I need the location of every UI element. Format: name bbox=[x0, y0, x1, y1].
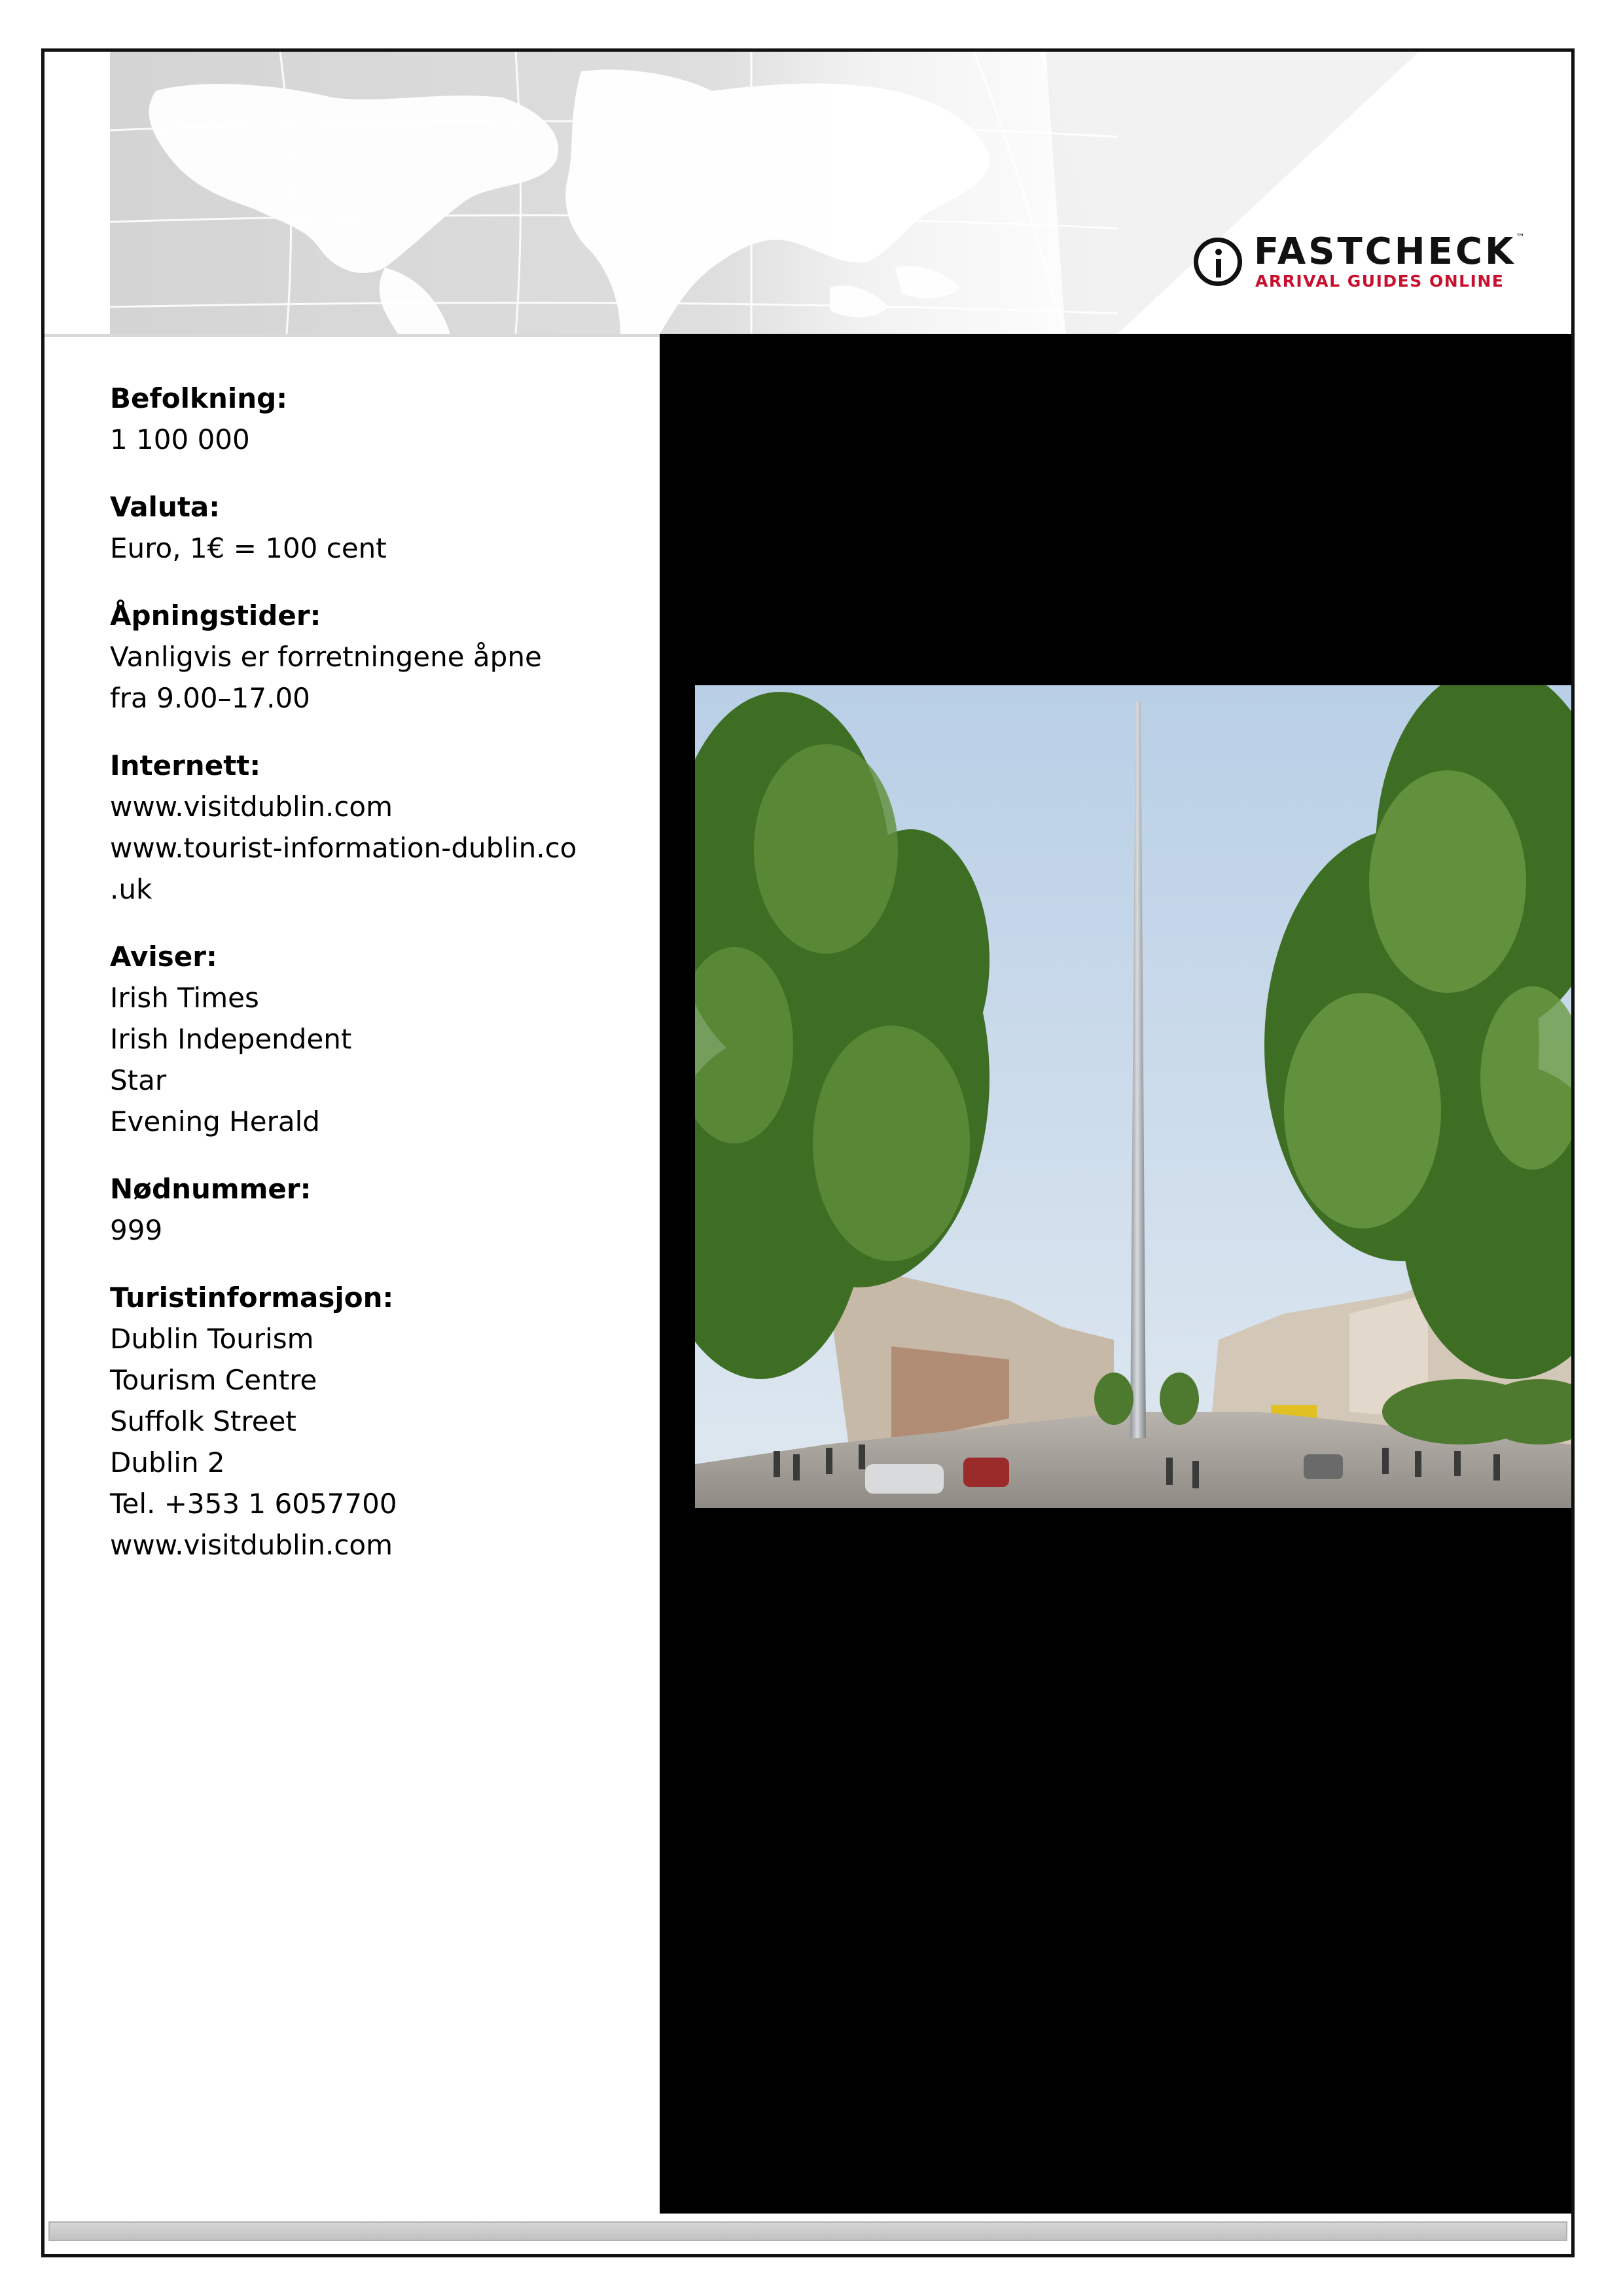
dublin-spire-photo bbox=[695, 685, 1571, 1508]
fact-value-line: Suffolk Street bbox=[110, 1405, 296, 1437]
facts-column bbox=[45, 337, 660, 2213]
fact-section bbox=[110, 378, 647, 460]
photo-column bbox=[660, 334, 1571, 2214]
facts-list bbox=[110, 378, 647, 1592]
fact-value-line: Irish Times bbox=[110, 982, 259, 1014]
fact-value-line: www.tourist-information-dublin.co bbox=[110, 832, 577, 864]
fact-value-line: www.visitdublin.com bbox=[110, 791, 393, 823]
fact-value-line: Euro, 1€ = 100 cent bbox=[110, 532, 387, 564]
fact-value-line: fra 9.00–17.00 bbox=[110, 682, 310, 714]
fact-section bbox=[110, 486, 647, 569]
world-map-background bbox=[45, 52, 1571, 334]
fact-label: Åpningstider: bbox=[110, 600, 321, 632]
fact-value-line: Vanligvis er forretningene åpne bbox=[110, 641, 542, 673]
fact-label: Nødnummer: bbox=[110, 1173, 312, 1205]
fact-value-line: Tel. +353 1 6057700 bbox=[110, 1488, 397, 1520]
fact-section bbox=[110, 745, 647, 910]
logo-trademark: ™ bbox=[1516, 232, 1525, 243]
fact-section bbox=[110, 1168, 647, 1251]
fact-value-line: Star bbox=[110, 1064, 167, 1096]
fact-value-line: .uk bbox=[110, 873, 152, 905]
logo-tagline: ARRIVAL GUIDES ONLINE bbox=[1255, 272, 1505, 291]
fastcheck-logo bbox=[1194, 232, 1534, 291]
logo-title: FASTCHECK bbox=[1254, 230, 1516, 273]
fact-label: Internett: bbox=[110, 749, 261, 781]
footer bbox=[45, 2214, 1571, 2254]
fact-label: Befolkning: bbox=[110, 382, 288, 414]
fact-value-line: Evening Herald bbox=[110, 1105, 320, 1138]
info-icon bbox=[1194, 238, 1242, 286]
header-banner bbox=[45, 52, 1571, 334]
page-frame bbox=[41, 48, 1575, 2257]
fact-section bbox=[110, 936, 647, 1142]
fact-label: Turistinformasjon: bbox=[110, 1282, 394, 1314]
fact-value-line: Tourism Centre bbox=[110, 1364, 317, 1396]
fact-value-line: 1 100 000 bbox=[110, 423, 250, 456]
fact-section bbox=[110, 1277, 647, 1566]
fact-value-line: www.visitdublin.com bbox=[110, 1529, 393, 1561]
fact-value-line: 999 bbox=[110, 1214, 163, 1246]
fact-label: Aviser: bbox=[110, 941, 217, 973]
footer-bar bbox=[48, 2221, 1567, 2241]
fact-value-line: Irish Independent bbox=[110, 1023, 352, 1055]
fact-label: Valuta: bbox=[110, 491, 221, 523]
fact-value-line: Dublin Tourism bbox=[110, 1323, 314, 1355]
fact-value-line: Dublin 2 bbox=[110, 1446, 225, 1479]
fact-section bbox=[110, 595, 647, 719]
